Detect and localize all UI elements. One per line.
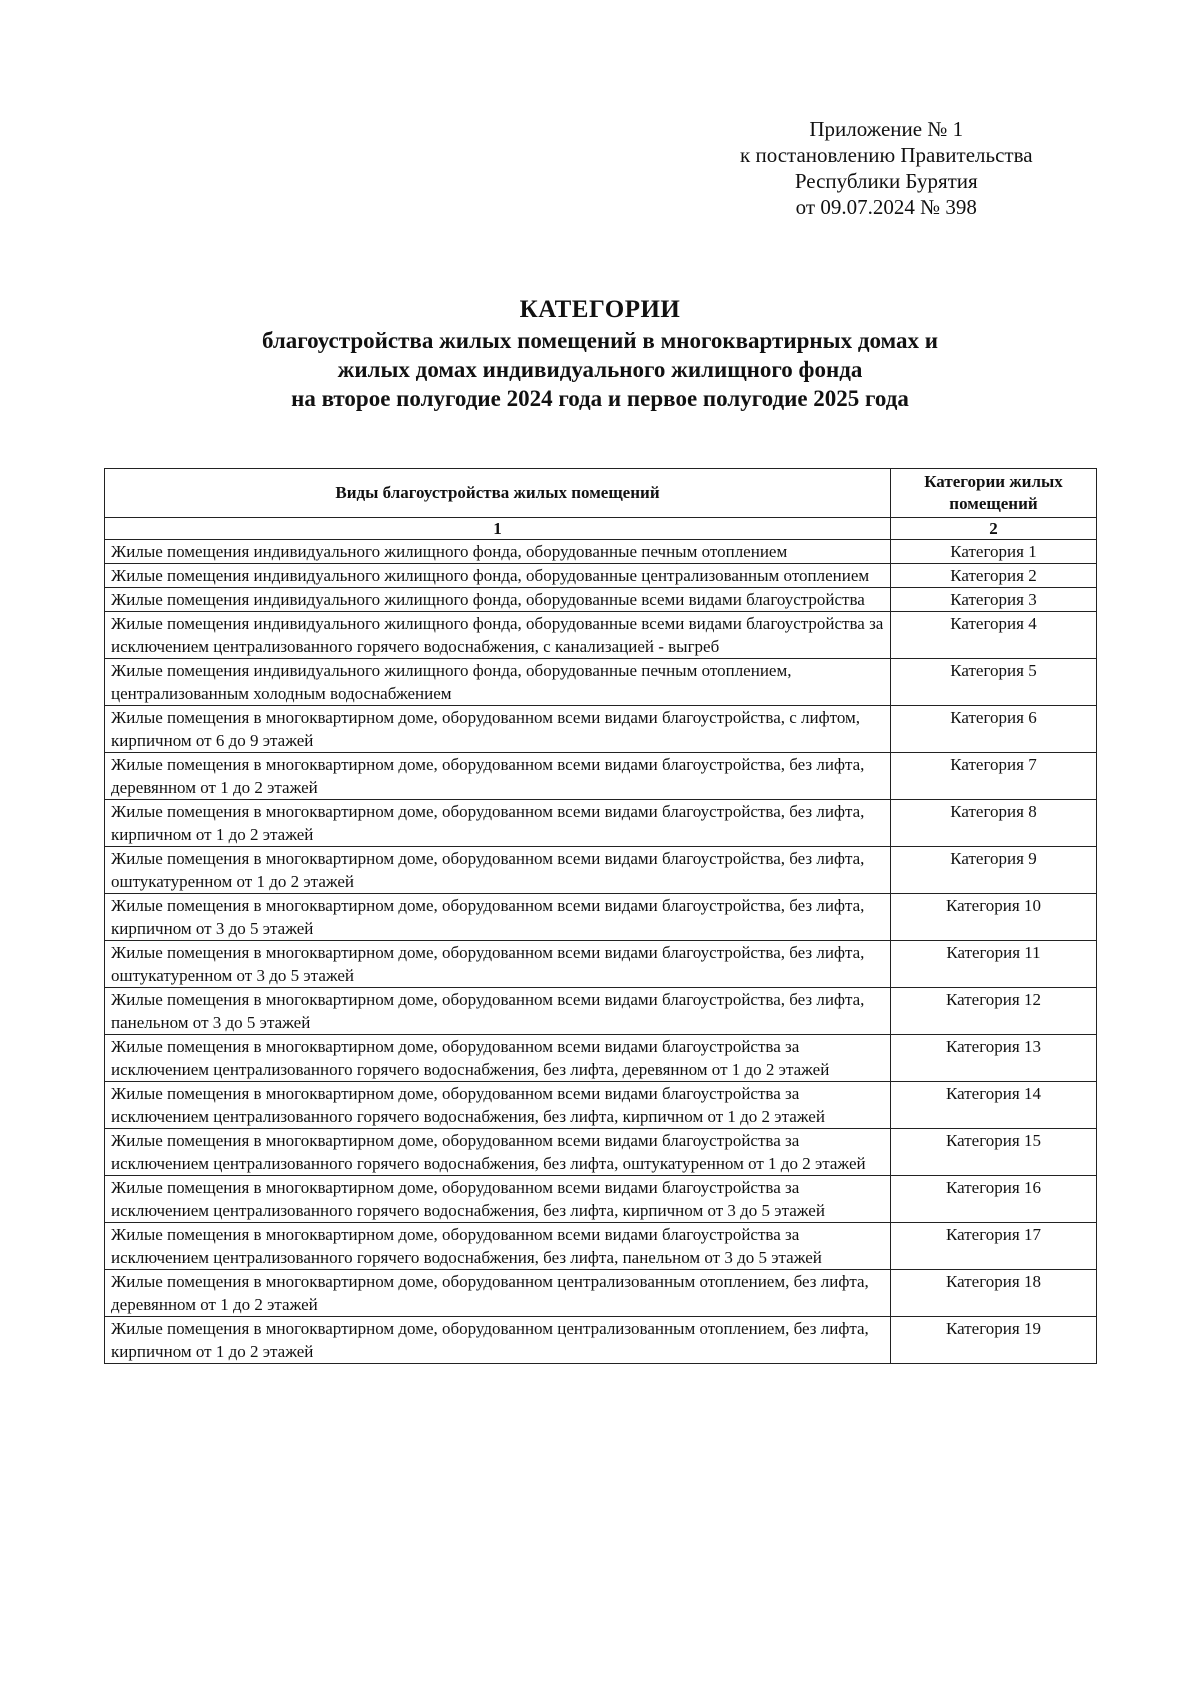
housing-type-cell: Жилые помещения в многоквартирном доме, оборудованном всеми видами благоустройства, без лифта, панельном от 3 до 5 этажей — [105, 988, 891, 1035]
category-cell: Категория 1 — [891, 540, 1097, 564]
housing-type-cell: Жилые помещения в многоквартирном доме, оборудованном всеми видами благоустройства, без лифта, кирпичном от 3 до 5 этажей — [105, 894, 891, 941]
table-row — [105, 1176, 1097, 1223]
category-cell: Категория 3 — [891, 588, 1097, 612]
table-row — [105, 894, 1097, 941]
table-row — [105, 1082, 1097, 1129]
table-row — [105, 800, 1097, 847]
table-header-row — [105, 469, 1097, 518]
housing-type-cell: Жилые помещения в многоквартирном доме, оборудованном всеми видами благоустройства, с лифтом, кирпичном от 6 до 9 этажей — [105, 706, 891, 753]
housing-type-cell: Жилые помещения в многоквартирном доме, оборудованном всеми видами благоустройства за исключением централизованного горячего водоснабжения, без лифта, оштукатуренном от 1 до 2 этажей — [105, 1129, 891, 1176]
appendix-line: Республики Бурятия — [794, 169, 978, 193]
category-cell: Категория 9 — [891, 847, 1097, 894]
housing-type-cell: Жилые помещения в многоквартирном доме, оборудованном всеми видами благоустройства за исключением централизованного горячего водоснабжения, без лифта, кирпичном от 1 до 2 этажей — [105, 1082, 891, 1129]
table-column-numbers-row — [105, 518, 1097, 540]
table-row — [105, 753, 1097, 800]
document-subtitle-line: благоустройства жилых помещений в многоквартирных домах и — [261, 328, 939, 353]
category-cell: Категория 16 — [891, 1176, 1097, 1223]
category-cell: Категория 8 — [891, 800, 1097, 847]
category-cell: Категория 6 — [891, 706, 1097, 753]
column-header-types: Виды благоустройства жилых помещений — [105, 469, 891, 518]
document-subtitle-line: на второе полугодие 2024 года и первое полугодие 2025 года — [291, 386, 909, 411]
category-cell: Категория 13 — [891, 1035, 1097, 1082]
table-row — [105, 1317, 1097, 1364]
table-row — [105, 1270, 1097, 1317]
category-cell: Категория 11 — [891, 941, 1097, 988]
table-row — [105, 988, 1097, 1035]
housing-type-cell: Жилые помещения в многоквартирном доме, оборудованном всеми видами благоустройства за исключением централизованного горячего водоснабжения, без лифта, кирпичном от 3 до 5 этажей — [105, 1176, 891, 1223]
category-cell: Категория 15 — [891, 1129, 1097, 1176]
table-row — [105, 1223, 1097, 1270]
table-body — [105, 540, 1097, 1364]
column-number: 2 — [891, 518, 1097, 540]
table-row — [105, 1035, 1097, 1082]
table-row — [105, 564, 1097, 588]
table-row — [105, 941, 1097, 988]
housing-type-cell: Жилые помещения в многоквартирном доме, оборудованном централизованным отоплением, без лифта, деревянном от 1 до 2 этажей — [105, 1270, 891, 1317]
housing-type-cell: Жилые помещения индивидуального жилищного фонда, оборудованные печным отоплением, централизованным холодным водоснабжением — [105, 659, 891, 706]
category-cell: Категория 2 — [891, 564, 1097, 588]
housing-type-cell: Жилые помещения в многоквартирном доме, оборудованном всеми видами благоустройства за исключением централизованного горячего водоснабжения, без лифта, панельном от 3 до 5 этажей — [105, 1223, 891, 1270]
category-cell: Категория 7 — [891, 753, 1097, 800]
housing-type-cell: Жилые помещения в многоквартирном доме, оборудованном всеми видами благоустройства, без лифта, оштукатуренном от 1 до 2 этажей — [105, 847, 891, 894]
table-row — [105, 588, 1097, 612]
categories-table — [104, 468, 1097, 1364]
housing-type-cell: Жилые помещения в многоквартирном доме, оборудованном всеми видами благоустройства, без лифта, деревянном от 1 до 2 этажей — [105, 753, 891, 800]
table-row — [105, 1129, 1097, 1176]
table-row — [105, 706, 1097, 753]
document-title: КАТЕГОРИИ — [519, 296, 681, 323]
document-subtitle-line: жилых домах индивидуального жилищного фонда — [337, 357, 863, 382]
table-row — [105, 659, 1097, 706]
housing-type-cell: Жилые помещения в многоквартирном доме, оборудованном всеми видами благоустройства, без лифта, кирпичном от 1 до 2 этажей — [105, 800, 891, 847]
housing-type-cell: Жилые помещения индивидуального жилищного фонда, оборудованные печным отоплением — [105, 540, 891, 564]
category-cell: Категория 14 — [891, 1082, 1097, 1129]
column-number: 1 — [105, 518, 891, 540]
category-cell: Категория 19 — [891, 1317, 1097, 1364]
category-cell: Категория 18 — [891, 1270, 1097, 1317]
table-row — [105, 540, 1097, 564]
category-cell: Категория 17 — [891, 1223, 1097, 1270]
category-cell: Категория 10 — [891, 894, 1097, 941]
table-row — [105, 847, 1097, 894]
category-cell: Категория 5 — [891, 659, 1097, 706]
column-header-categories: Категории жилых помещений — [891, 469, 1097, 518]
housing-type-cell: Жилые помещения индивидуального жилищного фонда, оборудованные централизованным отоплением — [105, 564, 891, 588]
category-cell: Категория 4 — [891, 612, 1097, 659]
housing-type-cell: Жилые помещения в многоквартирном доме, оборудованном всеми видами благоустройства, без лифта, оштукатуренном от 3 до 5 этажей — [105, 941, 891, 988]
category-cell: Категория 12 — [891, 988, 1097, 1035]
housing-type-cell: Жилые помещения в многоквартирном доме, оборудованном централизованным отоплением, без лифта, кирпичном от 1 до 2 этажей — [105, 1317, 891, 1364]
housing-type-cell: Жилые помещения в многоквартирном доме, оборудованном всеми видами благоустройства за исключением централизованного горячего водоснабжения, без лифта, деревянном от 1 до 2 этажей — [105, 1035, 891, 1082]
table-row — [105, 612, 1097, 659]
housing-type-cell: Жилые помещения индивидуального жилищного фонда, оборудованные всеми видами благоустройства — [105, 588, 891, 612]
housing-type-cell: Жилые помещения индивидуального жилищного фонда, оборудованные всеми видами благоустройства за исключением централизованного горячего водоснабжения, с канализацией - выгреб — [105, 612, 891, 659]
appendix-block — [740, 116, 1033, 220]
appendix-line: к постановлению Правительства — [740, 143, 1033, 167]
document-heading — [0, 294, 1200, 413]
appendix-line: Приложение № 1 — [809, 117, 964, 141]
appendix-line: от 09.07.2024 № 398 — [795, 195, 977, 219]
